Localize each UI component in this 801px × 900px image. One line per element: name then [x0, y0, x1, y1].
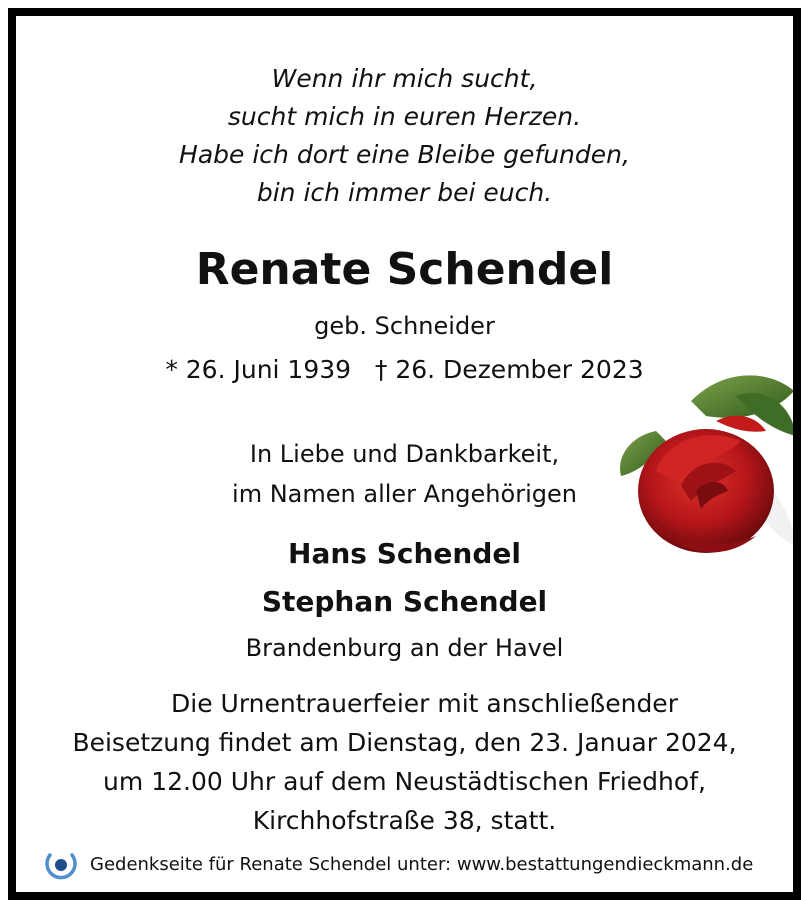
- service-line: Kirchhofstraße 38, statt.: [252, 806, 557, 835]
- thanks-line: im Namen aller Angehörigen: [232, 480, 577, 508]
- memorial-logo-icon: [44, 847, 78, 881]
- birth-date: * 26. Juni 1939: [165, 355, 352, 384]
- footer-text[interactable]: Gedenkseite für Renate Schendel unter: www.bestattungendieckmann.de: [90, 853, 754, 875]
- service-info: [16, 684, 793, 840]
- mourner-name: Hans Schendel: [288, 537, 521, 570]
- deceased-name: Renate Schendel: [195, 244, 614, 295]
- thanks-block: [16, 434, 793, 514]
- maiden-name: geb. Schneider: [314, 312, 495, 340]
- thanks-line: In Liebe und Dankbarkeit,: [249, 440, 560, 468]
- poem-line: sucht mich in euren Herzen.: [227, 102, 582, 131]
- footer: [44, 844, 753, 884]
- obituary-card: [8, 8, 801, 900]
- death-date: † 26. Dezember 2023: [374, 355, 644, 384]
- poem-line: Habe ich dort eine Bleibe gefunden,: [179, 140, 630, 169]
- service-line: um 12.00 Uhr auf dem Neustädtischen Friedhof,: [103, 767, 706, 796]
- mourners: [16, 530, 793, 626]
- service-line: Die Urnentrauerfeier mit anschließender: [171, 689, 678, 718]
- poem-line: Wenn ihr mich sucht,: [271, 64, 538, 93]
- service-line: Beisetzung findet am Dienstag, den 23. Januar 2024,: [72, 728, 737, 757]
- poem-line: bin ich immer bei euch.: [256, 178, 553, 207]
- mourner-name: Stephan Schendel: [261, 585, 548, 618]
- place: Brandenburg an der Havel: [245, 634, 564, 662]
- poem: [16, 60, 793, 212]
